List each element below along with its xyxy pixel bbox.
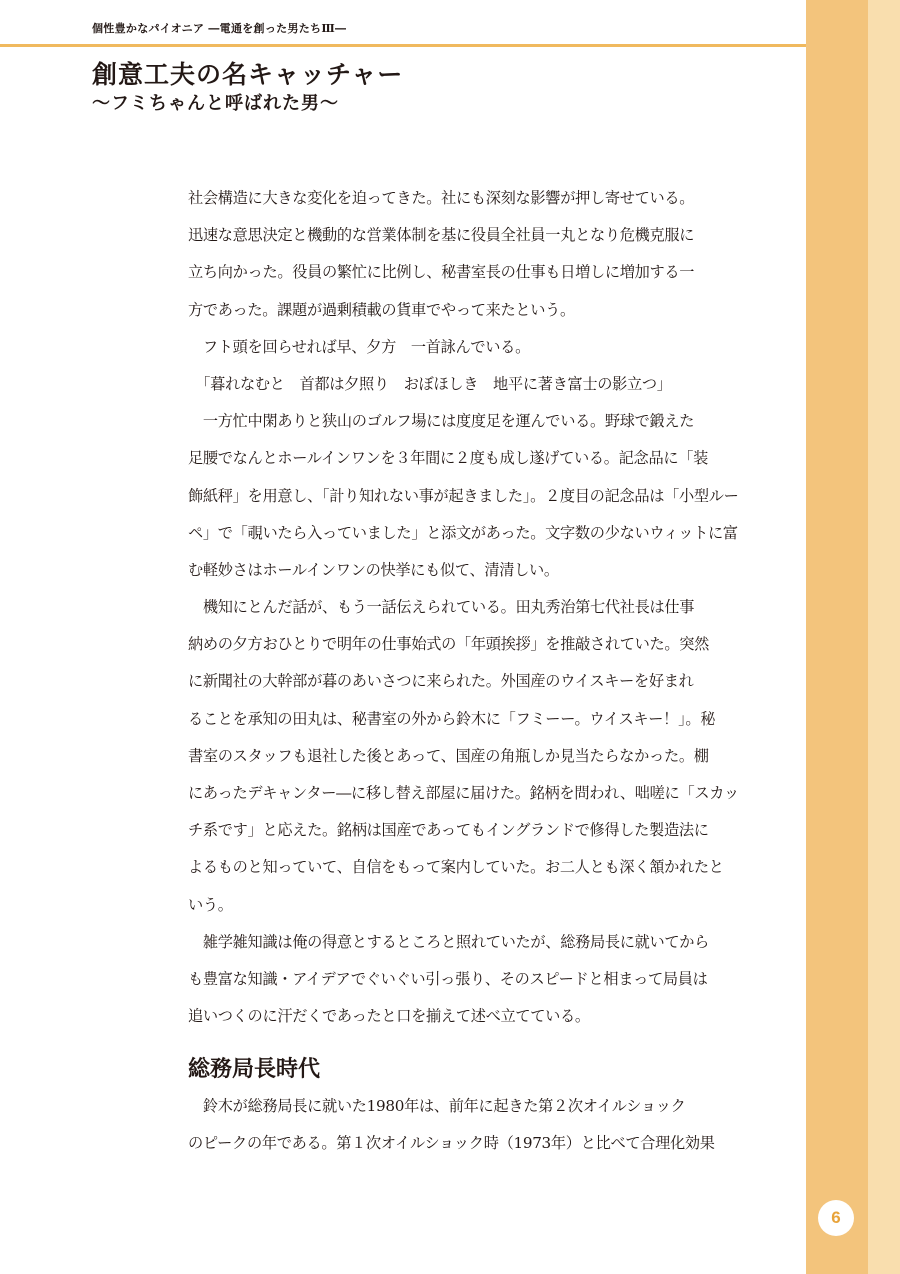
- body-line: 書室のスタッフも退社した後とあって、国産の角瓶しか見当たらなかった。棚: [188, 746, 709, 765]
- body-line: ペ」で「覗いたら入っていました」と添文があった。文字数の少ないウィットに富: [188, 523, 738, 542]
- body-line: いう。: [188, 895, 233, 914]
- section-heading: 総務局長時代: [188, 1056, 321, 1082]
- body-line: む軽妙さはホールインワンの快挙にも似て、清清しい。: [188, 560, 559, 579]
- section-line: 鈴木が総務局長に就いた1980年は、前年に起きた第２次オイルショック: [188, 1097, 686, 1115]
- body-line: 納めの夕方おひとりで明年の仕事始式の「年頭挨拶」を推敲されていた。突然: [188, 635, 710, 654]
- chapter-subtitle: 〜フミちゃんと呼ばれた男〜: [92, 93, 339, 114]
- section-line: のピークの年である。第１次オイルショック時（1973年）と比べて合理化効果: [188, 1134, 715, 1153]
- body-line: も豊富な知識・アイデアでぐいぐい引っ張り、そのスピードと相まって局員は: [188, 969, 708, 988]
- body-line: 立ち向かった。役員の繁忙に比例し、秘書室長の仕事も日増しに増加する一: [188, 263, 695, 282]
- header-rule: [0, 44, 806, 47]
- body-text: [188, 180, 748, 1035]
- body-line: よるものと知っていて、自信をもって案内していた。お二人とも深く頷かれたと: [188, 858, 724, 877]
- body-line: 方であった。課題が過剰積載の貨車でやって来たという。: [188, 300, 575, 319]
- side-band-light: [868, 0, 900, 1274]
- body-line: 「暮れなむと 首都は夕照り おぼほしき 地平に著き富士の影立つ」: [188, 374, 672, 393]
- body-line: 社会構造に大きな変化を迫ってきた。社にも深刻な影響が押し寄せている。: [188, 189, 695, 207]
- body-line: 雑学雑知識は俺の得意とするところと照れていたが、総務局長に就いてから: [188, 932, 710, 951]
- body-line: 追いつくのに汗だくであったと口を揃えて述べ立てている。: [188, 1007, 590, 1026]
- body-line: チ系です」と応えた。銘柄は国産であってもイングランドで修得した製造法に: [188, 821, 709, 840]
- side-band: [806, 0, 868, 1274]
- running-head: 個性豊かなパイオニア ―電通を創った男たちⅢ―: [92, 22, 347, 35]
- page-number: 6: [818, 1200, 854, 1236]
- body-line: ることを承知の田丸は、秘書室の外から鈴木に「フミーー。ウイスキー！」。秘: [188, 709, 716, 728]
- body-line: 一方忙中閑ありと狭山のゴルフ場には度度足を運んでいる。野球で鍛えた: [188, 412, 695, 431]
- body-line: 足腰でなんとホールインワンを３年間に２度も成し遂げている。記念品に「装: [188, 449, 708, 468]
- body-line: 迅速な意思決定と機動的な営業体制を基に役員全社員一丸となり危機克服に: [188, 226, 695, 245]
- body-line: に新聞社の大幹部が暮のあいさつに来られた。外国産のウイスキーを好まれ: [188, 672, 694, 691]
- body-line: にあったデキャンター―に移し替え部屋に届けた。銘柄を問われ、咄嗟に「スカッ: [188, 784, 739, 802]
- chapter-title: 創意工夫の名キャッチャー: [92, 60, 404, 89]
- body-line: 飾紙秤」を用意し、「計り知れない事が起きました」。２度目の記念品は「小型ルー: [188, 486, 739, 505]
- body-line: フト頭を回らせれば早、夕方 一首詠んでいる。: [188, 337, 530, 356]
- body-line: 機知にとんだ話が、もう一話伝えられている。田丸秀治第七代社長は仕事: [188, 598, 695, 617]
- section-text: [188, 1088, 748, 1162]
